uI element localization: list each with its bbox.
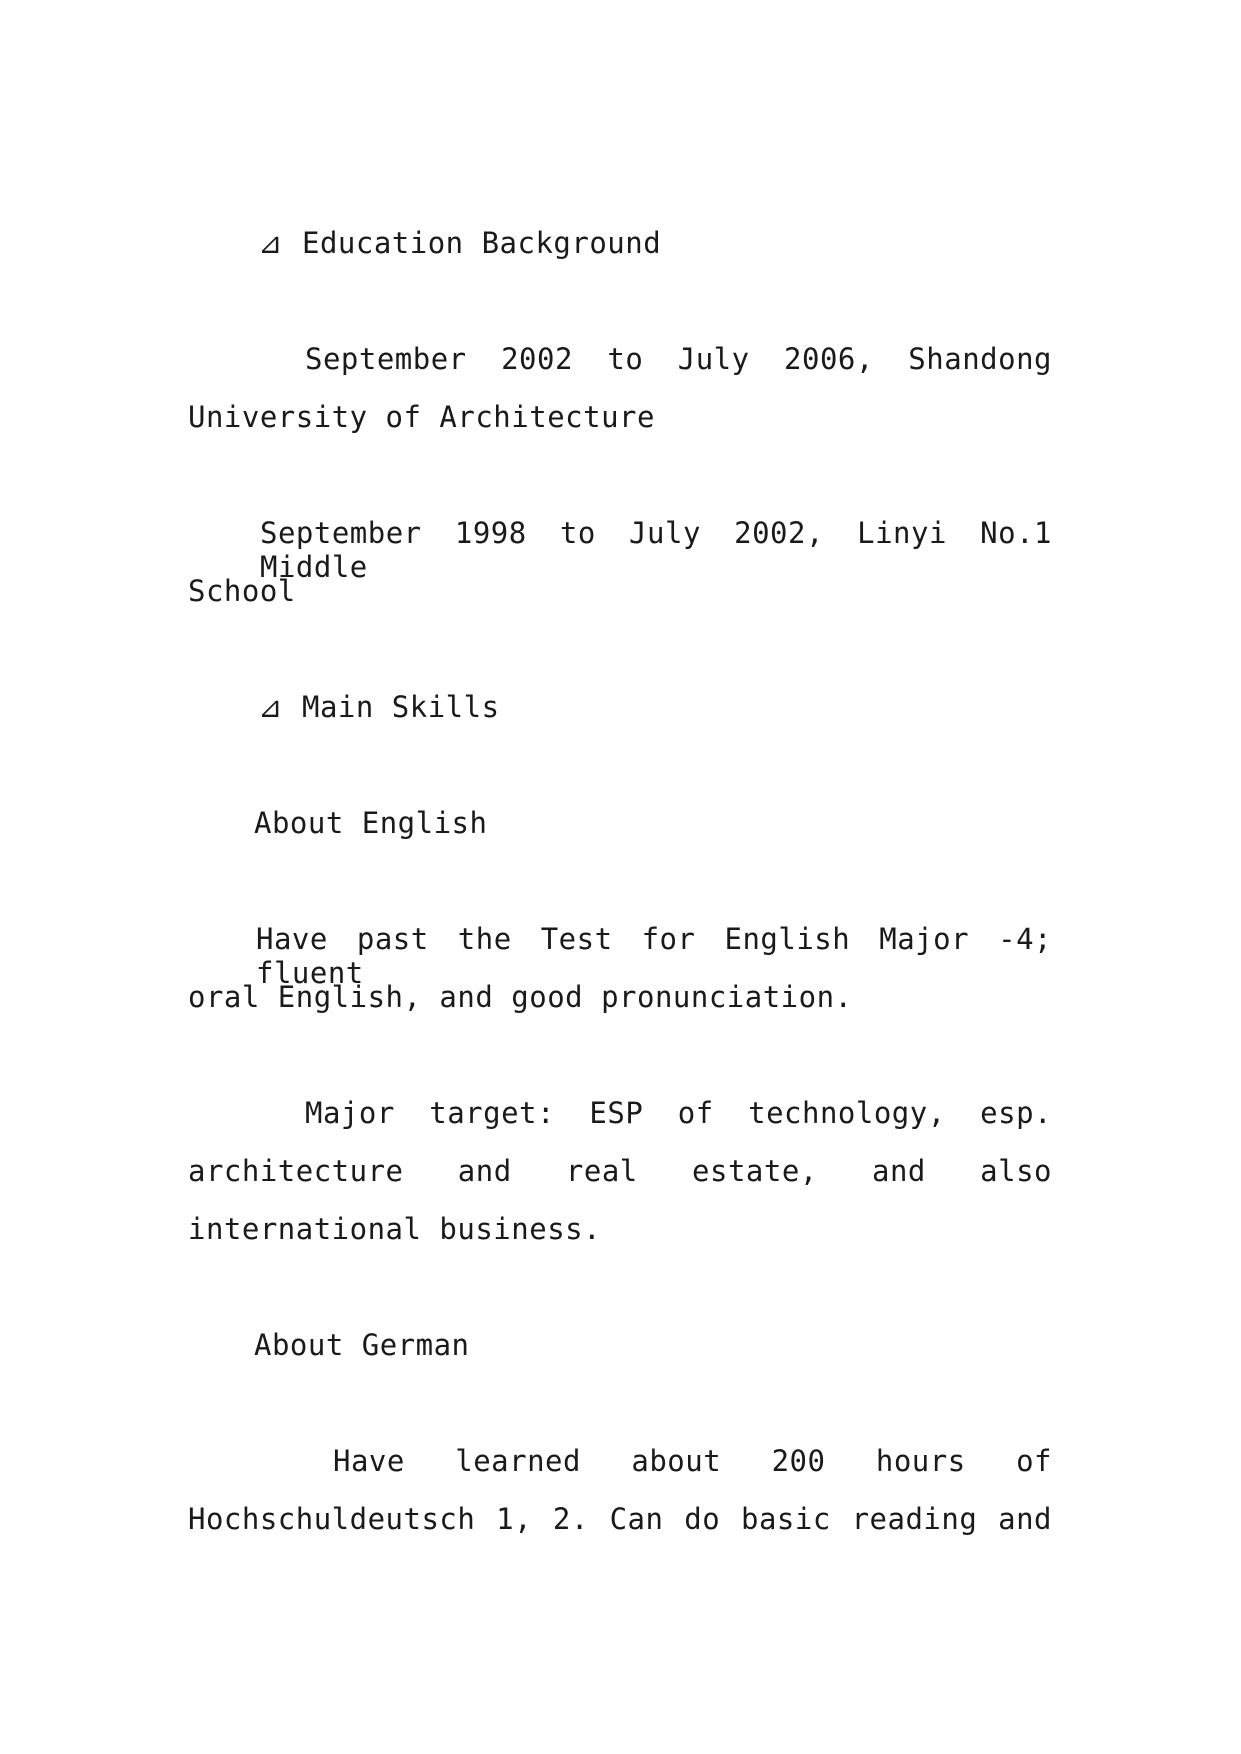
- triangle-marker-icon: ⊿: [258, 226, 283, 260]
- paragraph-line: Major target: ESP of technology, esp.: [305, 1096, 1052, 1130]
- section-heading-skills: [258, 690, 1122, 724]
- education-entry-line: University of Architecture: [188, 400, 655, 434]
- triangle-marker-icon: ⊿: [258, 690, 283, 724]
- subheading-english: About English: [254, 806, 488, 840]
- section-title: Education Background: [302, 226, 662, 260]
- paragraph-line: Have learned about 200 hours of: [333, 1444, 1052, 1478]
- paragraph-line: Have past the Test for English Major -4; fluent: [256, 922, 1052, 990]
- section-heading-education: [258, 226, 1122, 260]
- section-title: Main Skills: [302, 690, 500, 724]
- education-entry-line: September 2002 to July 2006, Shandong: [305, 342, 1052, 376]
- education-entry-line: September 1998 to July 2002, Linyi No.1 Middle: [260, 516, 1052, 584]
- paragraph-line: architecture and real estate, and also: [188, 1154, 1052, 1188]
- paragraph-line: Hochschuldeutsch 1, 2. Can do basic reading and: [188, 1502, 1052, 1536]
- education-entry-line: School: [188, 574, 296, 608]
- subheading-german: About German: [254, 1328, 470, 1362]
- paragraph-line: oral English, and good pronunciation.: [188, 980, 853, 1014]
- paragraph-line: international business.: [188, 1212, 602, 1246]
